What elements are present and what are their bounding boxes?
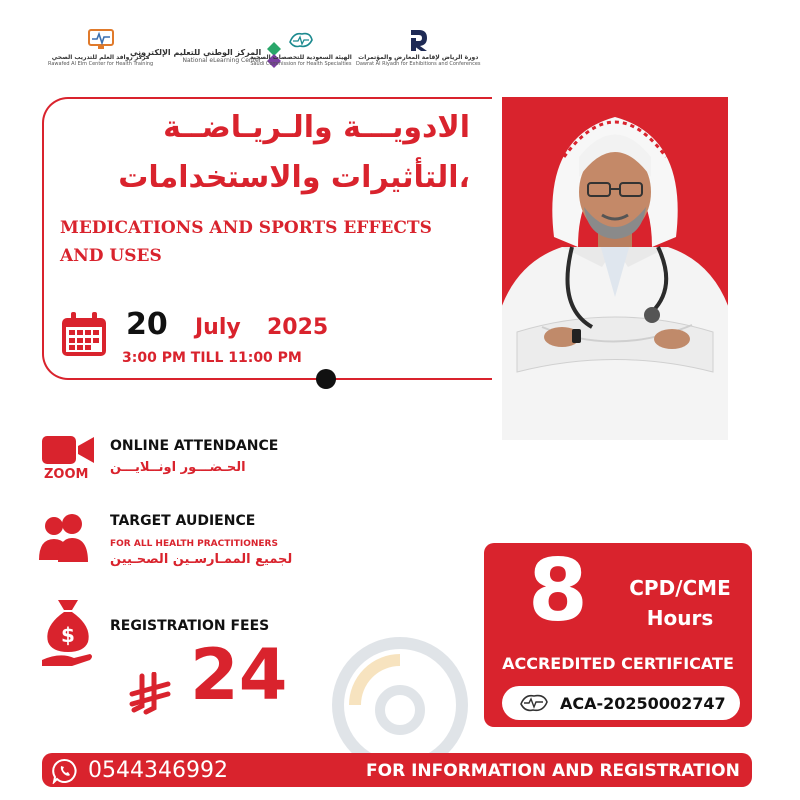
date-month: July	[195, 315, 241, 340]
scfhs-logo-ar: الهيئة السعودية للتخصصات الصحية	[250, 54, 352, 61]
target-audience-sub: FOR ALL HEALTH PRACTITIONERS	[110, 539, 278, 549]
target-audience-title: TARGET AUDIENCE	[110, 513, 256, 529]
scfhs-small-icon	[518, 692, 550, 714]
dr-logo-icon	[403, 28, 433, 52]
group-people-icon	[38, 512, 90, 564]
scfhs-logo-icon	[286, 28, 316, 52]
scfhs-logo-en: Saudi Commission for Health Specialties	[250, 61, 352, 67]
target-audience-arabic: لجميع الممـارسـين الصحـيين	[110, 552, 293, 567]
cpd-label-line2: Hours	[646, 606, 714, 630]
svg-text:$: $	[61, 623, 75, 647]
video-camera-icon	[40, 434, 96, 466]
cpd-label-line1: CPD/CME	[629, 576, 731, 600]
dr-logo-en: Dawrat Al Riyadh for Exhibitions and Conferences	[356, 61, 481, 67]
nelc-logo-en: National eLearning Center	[182, 57, 262, 64]
speaker-photo	[502, 97, 728, 440]
phone-number-link[interactable]: 0544346992	[88, 758, 228, 783]
zoom-label: ZOOM	[44, 467, 89, 482]
money-bag-icon	[40, 596, 96, 668]
accredited-certificate-label: ACCREDITED CERTIFICATE	[502, 654, 734, 673]
online-attendance-arabic: الحـضـــور اونــلايـــن	[110, 460, 246, 475]
calendar-icon	[60, 312, 108, 358]
title-arabic-line1: الادويـــة والـريـاضــة	[163, 110, 470, 145]
rawafed-logo-en: Rawafed Al Elm Center for Health Training	[48, 61, 154, 67]
dr-logo	[356, 28, 481, 67]
registration-fees-title: REGISTRATION FEES	[110, 618, 270, 634]
decorative-dot	[316, 369, 336, 389]
title-arabic-line2: ،التأثيرات والاستخدامات	[118, 160, 470, 195]
fee-amount: 24	[190, 634, 288, 716]
online-attendance-title: ONLINE ATTENDANCE	[110, 438, 279, 454]
monitor-logo-icon	[86, 28, 116, 52]
whatsapp-icon[interactable]	[52, 758, 78, 784]
nelc-logo-ar: المركز الوطني للتعليم الإلكتروني	[130, 48, 262, 57]
title-english: MEDICATIONS AND SPORTS EFFECTS AND USES	[60, 218, 432, 266]
scfhs-logo	[250, 28, 352, 67]
registration-info-label: FOR INFORMATION AND REGISTRATION	[366, 761, 740, 781]
cpd-hours-number: 8	[528, 541, 588, 641]
cpd-label	[620, 573, 740, 633]
dr-logo-ar: دورة الرياض لإقامة المعارض والمؤتمرات	[358, 54, 479, 61]
speaker-illustration	[502, 97, 728, 440]
date-time: 3:00 PM TILL 11:00 PM	[122, 350, 302, 366]
date-year: 2025	[267, 315, 329, 340]
accreditation-code: ACA-20250002747	[560, 694, 726, 713]
rawafed-logo-ar: مركز روافد العلم للتدريب الصحي	[51, 54, 150, 61]
riyal-symbol-icon	[128, 672, 174, 718]
date-day: 20	[126, 307, 168, 342]
